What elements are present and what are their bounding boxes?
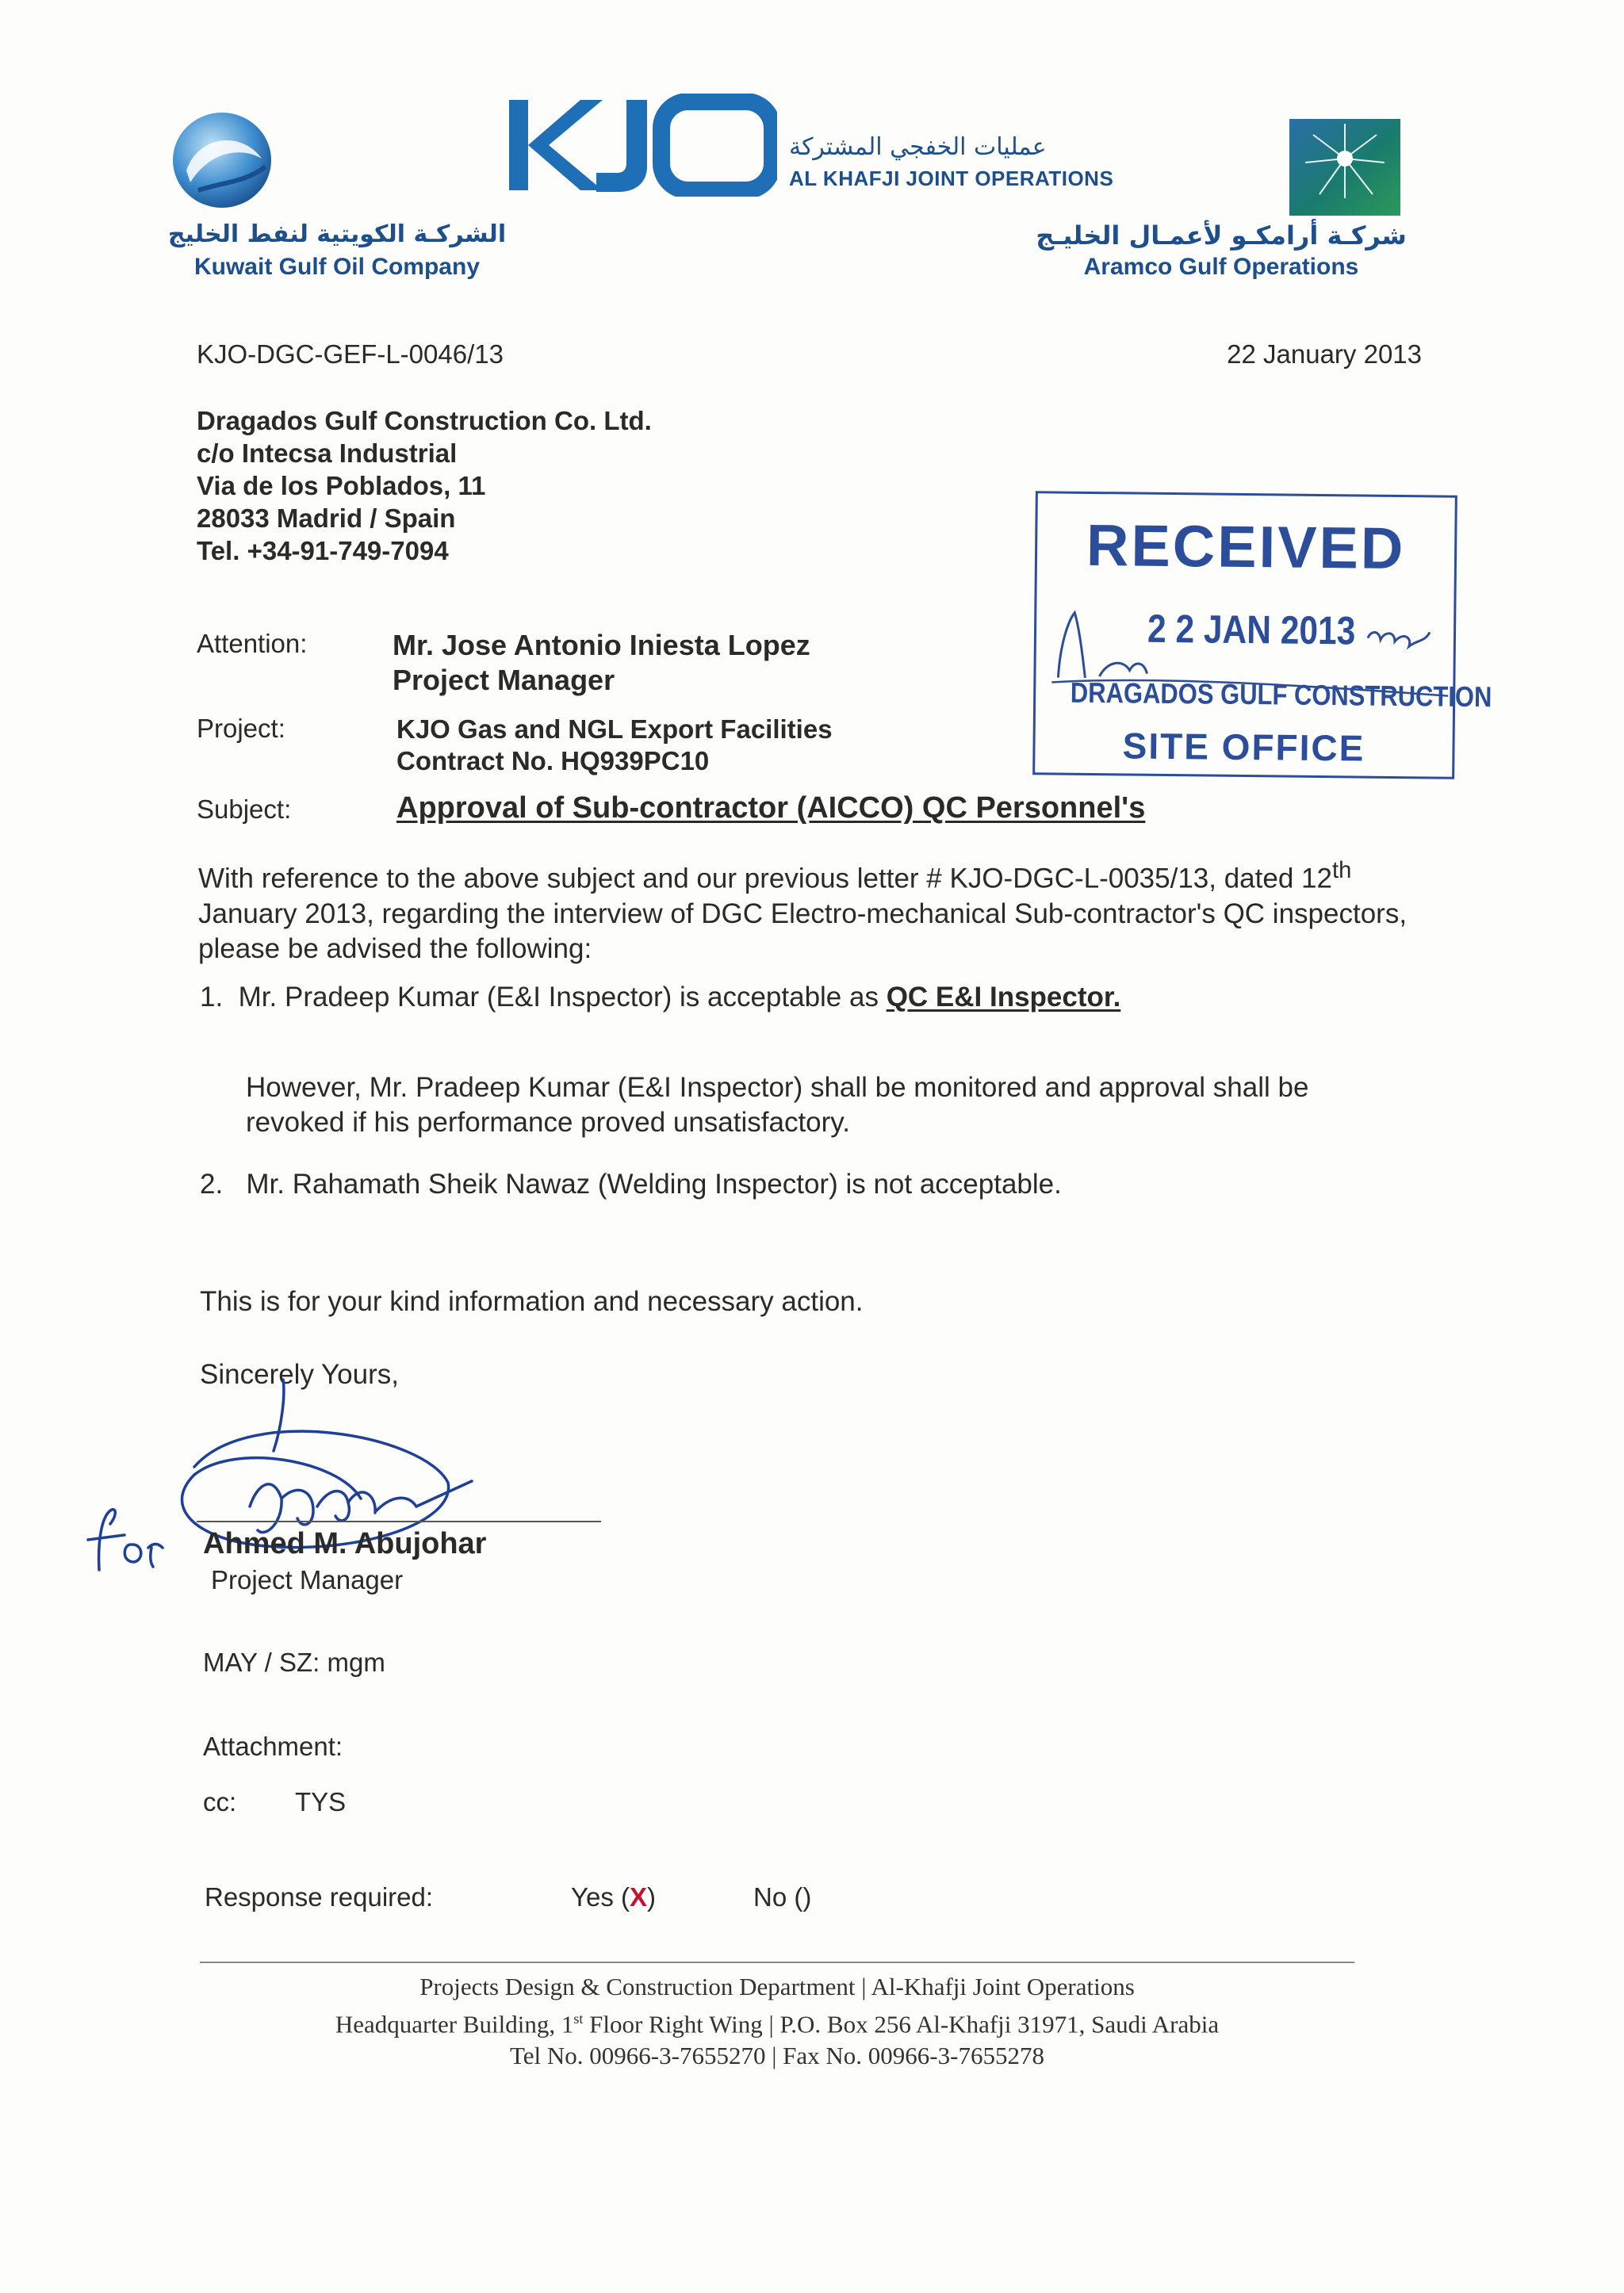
received-stamp [1032,491,1492,779]
response-label: Response required: [205,1882,434,1912]
response-yes-mark: X [630,1882,648,1912]
footer-address-text: Headquarter Building, 1 [335,2010,574,2038]
attention-name: Mr. Jose Antonio Iniesta Lopez [393,629,810,661]
attention-block [393,628,810,698]
response-yes-text: Yes ( [571,1882,630,1912]
stamp-date: 2 2 JAN 2013 [1147,606,1356,653]
recipient-line: Via de los Poblados, 11 [197,471,486,500]
project-block [396,714,833,777]
subject-label: Subject: [197,794,292,824]
contract-number: Contract No. HQ939PC10 [396,746,710,775]
item-number: 1. [200,982,224,1013]
response-yes-close: ) [647,1882,657,1912]
response-no: No () [753,1882,812,1912]
attachment-label: Attachment: [203,1732,343,1761]
recipient-line: Tel. +34-91-749-7094 [197,536,449,565]
typist-initials: MAY / SZ: mgm [203,1648,385,1677]
footer-line: Projects Design & Construction Department | Al-Khafji Joint Operations [419,1973,1135,2000]
aramco-english-name: Aramco Gulf Operations [1083,254,1359,280]
intro-text-cont: January 2013, regarding the interview of DGC Electro-mechanical Sub-contractor's QC inspectors, please be advised the following: [198,898,1408,964]
project-name: KJO Gas and NGL Export Facilities [396,714,833,744]
list-item [200,1169,1062,1200]
recipient-address [197,404,652,567]
footer-line: Tel No. 00966-3-7655270 | Fax No. 00966-3-7655278 [510,2042,1044,2070]
response-yes [571,1882,656,1912]
signer-title: Project Manager [211,1565,404,1594]
intro-superscript: th [1331,858,1352,883]
stamp-site-office: SITE OFFICE [1122,725,1365,769]
stamp-title: RECEIVED [1086,511,1406,582]
aramco-arabic-name: شركـة أرامكـو لأعمـال الخليـج [1036,220,1407,251]
intro-text: With reference to the above subject and our previous letter # KJO-DGC-L-0035/13, dated 12 [198,863,1332,894]
subject-text: Approval of Sub-contractor (AICCO) QC Personnel's [396,791,1146,825]
item-text: Mr. Pradeep Kumar (E&I Inspector) is acceptable as [238,982,887,1013]
footer-address [200,2003,1354,2040]
aramco-logo-icon [1289,119,1400,216]
project-label: Project: [197,714,285,743]
letter-reference: KJO-DGC-GEF-L-0046/13 [197,339,504,369]
kjo-arabic-name: عمليات الخفجي المشتركة [789,133,1047,161]
recipient-line: c/o Intecsa Industrial [197,438,458,468]
signature-line [197,1521,601,1522]
attention-label: Attention: [197,629,308,658]
attention-title: Project Manager [393,664,615,696]
kgoc-english-name: Kuwait Gulf Oil Company [193,254,480,280]
stamp-initials-scribble [1035,493,1492,776]
kgoc-logo-icon [167,103,278,214]
signer-name: Ahmed M. Abujohar [203,1527,487,1560]
kjo-english-name: AL KHAFJI JOINT OPERATIONS [789,167,1114,190]
closing-line: This is for your kind information and necessary action. [200,1286,864,1317]
letter-date: 22 January 2013 [1227,339,1422,369]
kjo-logo-icon [508,94,777,197]
item-role: QC E&I Inspector. [886,982,1121,1013]
footer-address-cont: Floor Right Wing | P.O. Box 256 Al-Khafji 31971, Saudi Arabia [583,2010,1220,2038]
footer [200,1971,1354,2072]
footer-divider [200,1962,1354,1963]
footer-superscript: st [573,2011,584,2027]
item-number: 2. [200,1169,224,1200]
cc-value: TYS [295,1787,347,1816]
sign-off: Sincerely Yours, [200,1359,399,1390]
stamp-company: DRAGADOS GULF CONSTRUCTION [1070,676,1492,714]
kgoc-arabic-name: الشركـة الكويتية لنفط الخليج [167,220,507,248]
list-item [200,982,1120,1013]
item-text: Mr. Rahamath Sheik Nawaz (Welding Inspector) is not acceptable. [246,1169,1062,1200]
recipient-line: Dragados Gulf Construction Co. Ltd. [197,406,652,435]
item1-note: However, Mr. Pradeep Kumar (E&I Inspector) shall be monitored and approval shall be revoked if his performance proved unsatisfactory. [246,1072,1309,1138]
intro-paragraph [198,853,1419,967]
recipient-line: 28033 Madrid / Spain [197,503,456,533]
cc-label: cc: [203,1787,237,1816]
